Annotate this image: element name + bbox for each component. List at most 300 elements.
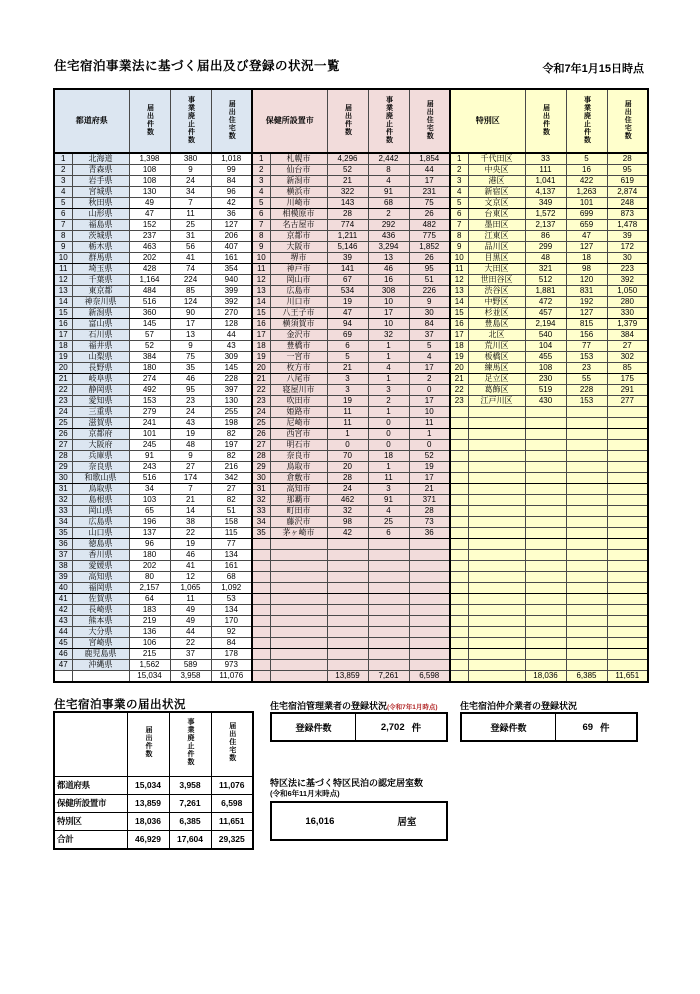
ward-row-no: 22 [450,385,468,396]
table-row [54,484,648,495]
city-value: 28 [327,209,368,220]
ward-value [566,550,607,561]
pref-name: 静岡県 [72,385,129,396]
city-value: 1 [368,341,409,352]
city-name: 堺市 [270,253,327,264]
city-row-no: 8 [252,231,270,242]
ward-row-no: 15 [450,308,468,319]
city-row-no [252,660,270,671]
pref-row-no: 34 [54,517,72,528]
city-value: 0 [327,440,368,451]
ward-name: 江戸川区 [468,396,525,407]
city-value [409,550,450,561]
city-value: 16 [368,275,409,286]
city-row-no [252,561,270,572]
pref-name: 長崎県 [72,605,129,616]
summary-table [53,711,254,850]
tokku-room-count-unit: 居室 [397,817,417,828]
ward-value [607,473,648,484]
city-total-value: 6,598 [409,671,450,683]
ward-name [468,418,525,429]
ward-name: 品川区 [468,242,525,253]
ward-value [607,506,648,517]
city-value [368,649,409,660]
pref-name: 石川県 [72,330,129,341]
pref-name: 高知県 [72,572,129,583]
summary-value: 17,604 [169,830,211,849]
pref-value: 41 [170,561,211,572]
city-value [409,583,450,594]
ward-value [525,605,566,616]
pref-value: 7 [170,198,211,209]
ward-value: 27 [607,341,648,352]
ward-value: 2,194 [525,319,566,330]
city-value: 52 [409,451,450,462]
pref-value: 46 [170,550,211,561]
summary-row-label: 特別区 [54,812,127,830]
pref-value: 134 [211,550,252,561]
pref-value: 161 [211,253,252,264]
city-value: 84 [409,319,450,330]
city-value [327,550,368,561]
intermediary-operators-title [460,699,577,712]
city-value: 21 [327,176,368,187]
city-value: 1 [368,462,409,473]
city-row-no [252,649,270,660]
ward-value: 455 [525,352,566,363]
city-value: 11 [409,418,450,429]
pref-value: 198 [211,418,252,429]
ward-row-no [450,462,468,473]
city-name: 寝屋川市 [270,385,327,396]
pref-row-no: 10 [54,253,72,264]
pref-name: 岩手県 [72,176,129,187]
ward-value: 55 [566,374,607,385]
ward-value [607,660,648,671]
pref-value: 224 [170,275,211,286]
ward-value: 422 [566,176,607,187]
pref-value: 241 [129,418,170,429]
ward-value: 815 [566,319,607,330]
city-value [409,594,450,605]
ward-value [607,418,648,429]
ward-row-no [450,440,468,451]
col-header [607,89,648,153]
ward-row-no: 4 [450,187,468,198]
pref-row-no: 23 [54,396,72,407]
pref-value: 215 [129,649,170,660]
pref-name: 群馬県 [72,253,129,264]
pref-value: 85 [170,286,211,297]
ward-value [525,550,566,561]
pref-value: 127 [211,220,252,231]
pref-value: 80 [129,572,170,583]
table-row [54,187,648,198]
ward-value [525,561,566,572]
tokku-room-count-value: 16,016 [305,815,335,827]
pref-value: 1,018 [211,153,252,165]
ward-row-no [450,561,468,572]
ward-name: 新宿区 [468,187,525,198]
management-operators-title [270,699,438,712]
pref-value: 65 [129,506,170,517]
ward-value: 39 [607,231,648,242]
city-value: 0 [368,440,409,451]
ward-value: 98 [566,264,607,275]
table-row [54,473,648,484]
city-value: 774 [327,220,368,231]
col-header [127,712,169,776]
pref-name: 鹿児島県 [72,649,129,660]
city-value [409,660,450,671]
ward-row-no [450,550,468,561]
city-value [327,561,368,572]
ward-name [468,627,525,638]
city-value: 226 [409,286,450,297]
city-name [270,605,327,616]
city-name: 茅ヶ崎市 [270,528,327,539]
summary-value: 29,325 [211,830,253,849]
registration-count-label: 登録件数 [462,714,556,740]
ward-name [468,605,525,616]
city-value: 10 [409,407,450,418]
ward-value [607,407,648,418]
city-name: 神戸市 [270,264,327,275]
pref-name: 佐賀県 [72,594,129,605]
pref-value: 106 [129,638,170,649]
pref-row-no: 37 [54,550,72,561]
pref-row-no: 26 [54,429,72,440]
ward-value: 86 [525,231,566,242]
pref-value: 279 [129,407,170,418]
pref-name: 宮城県 [72,187,129,198]
summary-row [54,812,253,830]
city-value: 231 [409,187,450,198]
table-row [54,561,648,572]
ward-total-value: 11,651 [607,671,648,683]
city-value: 19 [409,462,450,473]
city-value: 98 [327,517,368,528]
city-value: 5,146 [327,242,368,253]
ward-value [525,583,566,594]
pref-value: 37 [170,649,211,660]
pref-value: 228 [211,374,252,385]
ward-value [607,649,648,660]
city-row-no [252,671,270,683]
ward-value: 77 [566,341,607,352]
ward-value: 277 [607,396,648,407]
pref-row-no: 19 [54,352,72,363]
city-value [368,616,409,627]
pref-value: 309 [211,352,252,363]
ward-value [566,473,607,484]
table-row [54,407,648,418]
pref-value: 342 [211,473,252,484]
ward-value: 223 [607,264,648,275]
pref-name: 奈良県 [72,462,129,473]
city-value: 1,211 [327,231,368,242]
col-header [169,712,211,776]
tokku-subtitle: (令和6年11月末時点) [270,789,340,798]
pref-name: 三重県 [72,407,129,418]
ward-value: 392 [607,275,648,286]
pref-value: 46 [170,374,211,385]
pref-value: 96 [211,187,252,198]
table-row [54,363,648,374]
city-value: 47 [327,308,368,319]
table-row [54,627,648,638]
pref-value: 12 [170,572,211,583]
city-value [368,605,409,616]
city-name: 札幌市 [270,153,327,165]
pref-value: 1,092 [211,583,252,594]
ward-value [525,517,566,528]
vertical-col-header-label: 届出住宅数 [624,99,632,140]
city-value: 5 [327,352,368,363]
city-value: 51 [409,275,450,286]
table-row [54,308,648,319]
city-value: 94 [327,319,368,330]
summary-row [54,776,253,794]
pref-name: 青森県 [72,165,129,176]
pref-value: 940 [211,275,252,286]
city-value: 775 [409,231,450,242]
city-value: 0 [409,385,450,396]
pref-value: 49 [170,605,211,616]
ward-value: 1,572 [525,209,566,220]
table-row [54,418,648,429]
city-row-no: 15 [252,308,270,319]
table-row [54,242,648,253]
vertical-col-header-label: 事業廃止件数 [187,717,195,766]
pref-value: 973 [211,660,252,671]
city-value: 73 [409,517,450,528]
pref-value: 95 [170,385,211,396]
city-row-no: 20 [252,363,270,374]
city-value: 1 [368,407,409,418]
pref-value: 384 [129,352,170,363]
pref-value: 74 [170,264,211,275]
ward-row-no [450,473,468,484]
city-name: 倉敷市 [270,473,327,484]
pref-name: 愛媛県 [72,561,129,572]
pref-value: 38 [170,517,211,528]
pref-row-no: 35 [54,528,72,539]
pref-value: 51 [211,506,252,517]
pref-value: 44 [211,330,252,341]
ward-row-no: 17 [450,330,468,341]
city-value: 6 [368,528,409,539]
city-row-no: 35 [252,528,270,539]
pref-value: 9 [170,165,211,176]
pref-value: 11 [170,594,211,605]
ward-row-no: 5 [450,198,468,209]
ward-row-no: 19 [450,352,468,363]
city-value: 28 [327,473,368,484]
pref-value: 19 [170,429,211,440]
pref-value: 84 [211,176,252,187]
pref-value: 11 [170,209,211,220]
intermediary-operators-title-text: 住宅宿泊仲介業者の登録状況 [460,701,578,711]
ward-value [607,462,648,473]
city-name: 枚方市 [270,363,327,374]
ward-name [468,517,525,528]
pref-row-no [54,671,72,683]
ward-row-no [450,616,468,627]
ward-name [468,583,525,594]
pref-value: 274 [129,374,170,385]
pref-value: 145 [211,363,252,374]
pref-row-no: 40 [54,583,72,594]
city-value: 9 [409,297,450,308]
table-row [54,198,648,209]
city-row-no: 26 [252,429,270,440]
ward-value: 153 [566,352,607,363]
city-name: 藤沢市 [270,517,327,528]
pref-value: 137 [129,528,170,539]
ward-name: 台東区 [468,209,525,220]
vertical-col-header-label: 事業廃止件数 [187,95,195,144]
table-row [54,528,648,539]
pref-value: 397 [211,385,252,396]
ward-row-no: 6 [450,209,468,220]
page-title: 住宅宿泊事業法に基づく届出及び登録の状況一覧 [54,59,341,73]
pref-value: 174 [170,473,211,484]
city-value: 17 [409,473,450,484]
ward-name [468,539,525,550]
ward-name [468,429,525,440]
city-value [368,539,409,550]
col-header [566,89,607,153]
main-header-row [54,89,648,153]
city-value [327,649,368,660]
ward-row-no [450,528,468,539]
pref-row-no: 25 [54,418,72,429]
city-value: 24 [327,484,368,495]
ward-value: 659 [566,220,607,231]
col-header [409,89,450,153]
pref-name: 沖縄県 [72,660,129,671]
pref-value: 24 [170,407,211,418]
pref-row-no: 39 [54,572,72,583]
ward-value [525,451,566,462]
table-row [54,550,648,561]
city-value: 141 [327,264,368,275]
pref-name: 北海道 [72,153,129,165]
city-name: 金沢市 [270,330,327,341]
pref-value: 219 [129,616,170,627]
summary-value: 6,385 [169,812,211,830]
ward-value [566,638,607,649]
city-row-no [252,594,270,605]
city-value: 52 [327,165,368,176]
city-row-no: 22 [252,385,270,396]
city-value: 2 [368,396,409,407]
vertical-col-header-label: 届出件数 [145,725,153,758]
ward-name [468,484,525,495]
registration-count-value-cell [556,714,636,740]
city-name [270,671,327,683]
city-row-no [252,583,270,594]
table-row [54,506,648,517]
ward-value [525,440,566,451]
ward-value [566,616,607,627]
col-header [211,89,252,153]
city-value: 42 [327,528,368,539]
city-row-no [252,539,270,550]
vertical-col-header-label: 届出件数 [146,103,154,136]
city-value: 18 [368,451,409,462]
ward-name: 中野区 [468,297,525,308]
ward-row-no: 10 [450,253,468,264]
city-value: 37 [409,330,450,341]
ward-value [525,462,566,473]
ward-value [607,572,648,583]
pref-row-no: 16 [54,319,72,330]
ward-name: 葛飾区 [468,385,525,396]
pref-value: 130 [211,396,252,407]
table-row [54,297,648,308]
ward-total-value: 6,385 [566,671,607,683]
pref-name: 新潟県 [72,308,129,319]
col-header [170,89,211,153]
ward-value [566,583,607,594]
city-value: 20 [327,462,368,473]
management-operators-box [270,712,448,742]
pref-value: 136 [129,627,170,638]
city-value [409,616,450,627]
ward-row-no [450,638,468,649]
pref-row-no: 17 [54,330,72,341]
city-name: 京都市 [270,231,327,242]
city-value: 4 [368,506,409,517]
pref-row-no: 15 [54,308,72,319]
city-row-no: 24 [252,407,270,418]
city-value: 436 [368,231,409,242]
ward-name [468,506,525,517]
pref-value: 196 [129,517,170,528]
city-row-no: 16 [252,319,270,330]
ward-value [525,616,566,627]
table-row [54,341,648,352]
ward-value [607,484,648,495]
ward-row-no [450,594,468,605]
pref-value: 178 [211,649,252,660]
group-header-ward: 特別区 [450,89,525,153]
ward-row-no [450,495,468,506]
pref-row-no: 21 [54,374,72,385]
pref-row-no: 45 [54,638,72,649]
ward-value [525,484,566,495]
city-value [327,627,368,638]
ward-value [525,528,566,539]
city-value [368,638,409,649]
table-row [54,462,648,473]
pref-row-no: 32 [54,495,72,506]
summary-row [54,794,253,812]
pref-value: 130 [129,187,170,198]
table-row [54,396,648,407]
city-name: 名古屋市 [270,220,327,231]
pref-value: 42 [211,198,252,209]
ward-value [525,418,566,429]
ward-row-no: 21 [450,374,468,385]
management-operators-title-text: 住宅宿泊管理業者の登録状況 [270,701,388,711]
city-row-no [252,627,270,638]
summary-value: 3,958 [169,776,211,794]
pref-name: 福井県 [72,341,129,352]
pref-value: 103 [129,495,170,506]
